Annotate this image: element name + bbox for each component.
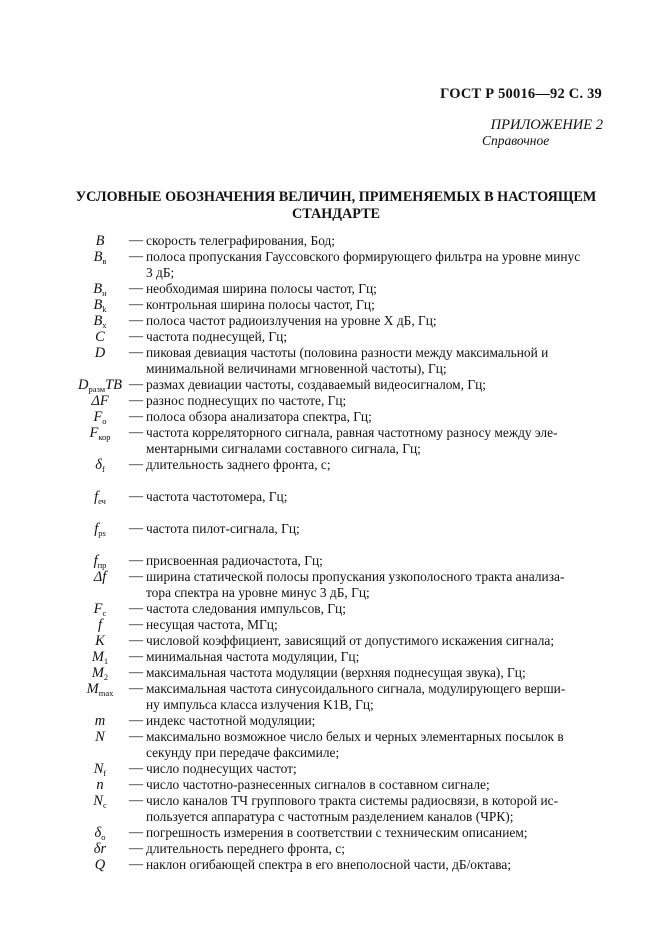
- definition-dash: —: [129, 665, 143, 680]
- symbol-subscript: разм: [88, 384, 106, 394]
- symbol: [76, 569, 124, 585]
- symbol-main: Q: [94, 857, 106, 873]
- definition-row: [0, 761, 661, 777]
- definition-dash: —: [129, 249, 143, 264]
- definition-dash: —: [129, 553, 143, 568]
- symbol-main: m: [94, 713, 106, 729]
- definition-row: [0, 233, 661, 249]
- definition-continuation: пользуется аппаратура с частотным разделением каналов (ЧРК);: [146, 809, 514, 824]
- definition-row: [0, 617, 661, 633]
- symbol: [76, 457, 124, 473]
- symbol-subscript: о: [101, 832, 106, 842]
- symbol-main: B: [93, 297, 103, 313]
- definition-text: погрешность измерения в соответствии с техническим описанием;: [146, 825, 528, 840]
- definition-dash: —: [129, 681, 143, 696]
- definition-dash: —: [129, 761, 143, 776]
- definition-row: [0, 825, 661, 841]
- definition-row: [0, 601, 661, 617]
- definition-continuation: тора спектра на уровне минус 3 дБ, Гц;: [146, 585, 370, 600]
- symbol-subscript: 1: [103, 656, 109, 666]
- symbol: [76, 409, 124, 425]
- definition-continuation: минимальной величинами мгновенной частоты), Гц;: [146, 361, 447, 376]
- symbol-main: M: [86, 681, 99, 697]
- symbol-main: δr: [93, 841, 107, 857]
- definition-text: числовой коэффициент, зависящий от допустимого искажения сигнала;: [146, 633, 555, 648]
- definition-dash: —: [129, 841, 143, 856]
- symbol-subscript: x: [102, 320, 107, 330]
- symbol: [76, 249, 124, 265]
- definition-row: [0, 665, 661, 681]
- symbol: [76, 681, 124, 697]
- definition-row: [0, 457, 661, 473]
- symbol-subscript: в: [102, 256, 107, 266]
- symbol-subscript: о: [102, 416, 107, 426]
- definitions-list: [0, 233, 661, 873]
- symbol: [76, 553, 124, 569]
- symbol: [76, 393, 124, 409]
- symbol: [76, 297, 124, 313]
- definition-text: наклон огибающей спектра в его внеполосной части, дБ/октава;: [146, 857, 512, 872]
- symbol-subscript: f: [101, 464, 105, 474]
- definition-row: [0, 281, 661, 297]
- symbol: [76, 777, 124, 793]
- definition-continuation: секунду при передаче факсимиле;: [146, 745, 340, 760]
- symbol-main: M: [91, 665, 104, 681]
- symbol-main: B: [95, 233, 105, 249]
- appendix-label: ПРИЛОЖЕНИЕ 2: [490, 117, 603, 133]
- symbol-main: N: [93, 761, 104, 777]
- definition-row: [0, 489, 661, 505]
- definition-continuation-row: [0, 441, 661, 457]
- definition-dash: —: [129, 569, 143, 584]
- definition-row: [0, 857, 661, 873]
- symbol-subscript: кор: [98, 432, 111, 442]
- symbol: [76, 329, 124, 345]
- symbol-main: δ: [94, 825, 102, 841]
- reference-label: Справочное: [482, 133, 550, 148]
- symbol-suffix: ТВ: [105, 377, 123, 393]
- definition-text: необходимая ширина полосы частот, Гц;: [146, 281, 377, 296]
- definition-continuation-row: [0, 809, 661, 825]
- definition-text: частота частотомера, Гц;: [146, 489, 288, 504]
- definition-continuation-row: [0, 265, 661, 281]
- definition-dash: —: [129, 457, 143, 472]
- title-line-1: УСЛОВНЫЕ ОБОЗНАЧЕНИЯ ВЕЛИЧИН, ПРИМЕНЯЕМЫХ В НАСТОЯЩЕМ: [75, 189, 597, 205]
- definition-row: [0, 521, 661, 537]
- definition-row: [0, 713, 661, 729]
- symbol-main: n: [96, 777, 104, 793]
- definition-text: минимальная частота модуляции, Гц;: [146, 649, 360, 664]
- symbol-main: f: [93, 553, 98, 569]
- symbol: [76, 633, 124, 649]
- symbol-main: C: [95, 329, 105, 345]
- symbol: [76, 761, 124, 777]
- definition-row: [0, 553, 661, 569]
- symbol: [76, 601, 124, 617]
- definition-dash: —: [129, 825, 143, 840]
- definition-row: [0, 425, 661, 441]
- definition-dash: —: [129, 857, 143, 872]
- definition-text: полоса частот радиоизлучения на уровне X дБ, Гц;: [146, 313, 437, 328]
- definition-dash: —: [129, 601, 143, 616]
- symbol-subscript: k: [102, 304, 107, 314]
- definition-dash: —: [129, 329, 143, 344]
- definition-text: длительность переднего фронта, с;: [146, 841, 345, 856]
- definition-dash: —: [129, 793, 143, 808]
- definition-dash: —: [129, 377, 143, 392]
- symbol-main: Δf: [93, 569, 107, 585]
- definition-row: [0, 569, 661, 585]
- symbol-subscript: еч: [98, 496, 106, 506]
- definition-text: максимальная частота синусоидального сигнала, модулирующего верши-: [146, 681, 566, 696]
- definition-continuation: ментарными сигналами составного сигнала, Гц;: [146, 441, 421, 456]
- definition-text: размах девиации частоты, создаваемый видеосигналом, Гц;: [146, 377, 486, 392]
- symbol: [76, 425, 124, 441]
- symbol: [76, 825, 124, 841]
- definition-text: скорость телеграфирования, Бод;: [146, 233, 336, 248]
- definition-continuation-row: [0, 361, 661, 377]
- definition-text: частота поднесущей, Гц;: [146, 329, 288, 344]
- symbol: [76, 313, 124, 329]
- symbol-subscript: c: [102, 800, 107, 810]
- definition-row: [0, 313, 661, 329]
- symbol-main: f: [94, 489, 99, 505]
- symbol-main: F: [89, 425, 99, 441]
- definition-row: [0, 841, 661, 857]
- symbol: [76, 281, 124, 297]
- definition-dash: —: [129, 297, 143, 312]
- definition-row: [0, 249, 661, 265]
- definition-text: частота следования импульсов, Гц;: [146, 601, 346, 616]
- definition-text: присвоенная радиочастота, Гц;: [146, 553, 323, 568]
- definition-dash: —: [129, 489, 143, 504]
- definition-dash: —: [129, 617, 143, 632]
- symbol-subscript: пр: [97, 560, 107, 570]
- definition-dash: —: [129, 521, 143, 536]
- definition-dash: —: [129, 713, 143, 728]
- symbol-subscript: с: [102, 608, 107, 618]
- definition-text: полоса обзора анализатора спектра, Гц;: [146, 409, 372, 424]
- symbol: [76, 489, 124, 505]
- symbol-main: F: [93, 409, 103, 425]
- symbol: [76, 233, 124, 249]
- definition-row: [0, 681, 661, 697]
- definition-text: ширина статической полосы пропускания узкополосного тракта анализа-: [146, 569, 565, 584]
- definition-row: [0, 297, 661, 313]
- symbol: [76, 665, 124, 681]
- symbol: [76, 377, 124, 393]
- definition-dash: —: [129, 393, 143, 408]
- definition-text: длительность заднего фронта, с;: [146, 457, 331, 472]
- symbol: [76, 713, 124, 729]
- definition-dash: —: [129, 633, 143, 648]
- definition-dash: —: [129, 777, 143, 792]
- symbol-main: B: [93, 281, 103, 297]
- definition-continuation: 3 дБ;: [146, 265, 175, 280]
- definition-text: пиковая девиация частоты (половина разности между максимальной и: [146, 345, 549, 360]
- definition-row: [0, 649, 661, 665]
- definition-continuation-row: [0, 585, 661, 601]
- definition-row: [0, 409, 661, 425]
- symbol-main: D: [94, 345, 106, 361]
- section-title: [70, 189, 602, 222]
- definition-row: [0, 329, 661, 345]
- definition-row: [0, 393, 661, 409]
- symbol-main: f: [97, 617, 103, 633]
- definition-text: полоса пропускания Гауссовского формирующего фильтра на уровне минус: [146, 249, 581, 264]
- definition-row: [0, 777, 661, 793]
- symbol-main: N: [93, 793, 103, 809]
- definition-text: контрольная ширина полосы частот, Гц;: [146, 297, 375, 312]
- definition-text: максимальная частота модуляции (верхняя поднесущая звука), Гц;: [146, 665, 526, 680]
- symbol-subscript: f: [103, 768, 107, 778]
- definition-continuation: ну импульса класса излучения K1B, Гц;: [146, 697, 374, 712]
- symbol-main: M: [91, 649, 104, 665]
- definition-text: частота корреляторного сигнала, равная частотному разносу между эле-: [146, 425, 558, 440]
- definition-text: максимально возможное число белых и черных элементарных посылок в: [146, 729, 564, 744]
- title-line-2: СТАНДАРТЕ: [291, 205, 381, 222]
- definition-dash: —: [129, 313, 143, 328]
- definition-row: [0, 377, 661, 393]
- symbol: [76, 521, 124, 537]
- symbol-main: D: [77, 377, 89, 393]
- symbol-subscript: 2: [103, 672, 109, 682]
- symbol-main: F: [93, 601, 103, 617]
- definition-row: [0, 345, 661, 361]
- definition-text: частота пилот-сигнала, Гц;: [146, 521, 300, 536]
- definition-dash: —: [129, 409, 143, 424]
- definition-dash: —: [129, 345, 143, 360]
- definition-text: индекс частотной модуляции;: [146, 713, 316, 728]
- definition-dash: —: [129, 425, 143, 440]
- definition-continuation-row: [0, 697, 661, 713]
- symbol-main: B: [93, 313, 103, 329]
- symbol-main: N: [95, 729, 105, 745]
- definition-text: число частотно-разнесенных сигналов в составном сигнале;: [146, 777, 490, 792]
- definition-text: число поднесущих частот;: [146, 761, 297, 776]
- symbol-main: K: [95, 633, 105, 649]
- symbol: [76, 857, 124, 873]
- symbol: [76, 729, 124, 745]
- page-header: ГОСТ Р 50016—92 С. 39: [440, 86, 602, 102]
- definition-text: несущая частота, МГц;: [146, 617, 278, 632]
- symbol: [76, 841, 124, 857]
- definition-dash: —: [129, 281, 143, 296]
- definition-dash: —: [129, 649, 143, 664]
- symbol-main: f: [94, 521, 99, 537]
- definition-row: [0, 633, 661, 649]
- definition-text: число каналов ТЧ группового тракта системы радиосвязи, в которой ис-: [146, 793, 559, 808]
- definition-text: разнос поднесущих по частоте, Гц;: [146, 393, 347, 408]
- symbol-subscript: max: [98, 688, 114, 698]
- definition-row: [0, 729, 661, 745]
- definition-dash: —: [129, 729, 143, 744]
- symbol-main: B: [93, 249, 103, 265]
- symbol-subscript: н: [102, 288, 107, 298]
- definition-continuation-row: [0, 745, 661, 761]
- symbol-main: ΔF: [91, 393, 109, 409]
- symbol: [76, 793, 124, 809]
- symbol-main: δ: [95, 457, 102, 473]
- definition-row: [0, 793, 661, 809]
- symbol: [76, 617, 124, 633]
- definition-dash: —: [129, 233, 143, 248]
- symbol-subscript: ps: [98, 528, 106, 538]
- symbol: [76, 345, 124, 361]
- symbol: [76, 649, 124, 665]
